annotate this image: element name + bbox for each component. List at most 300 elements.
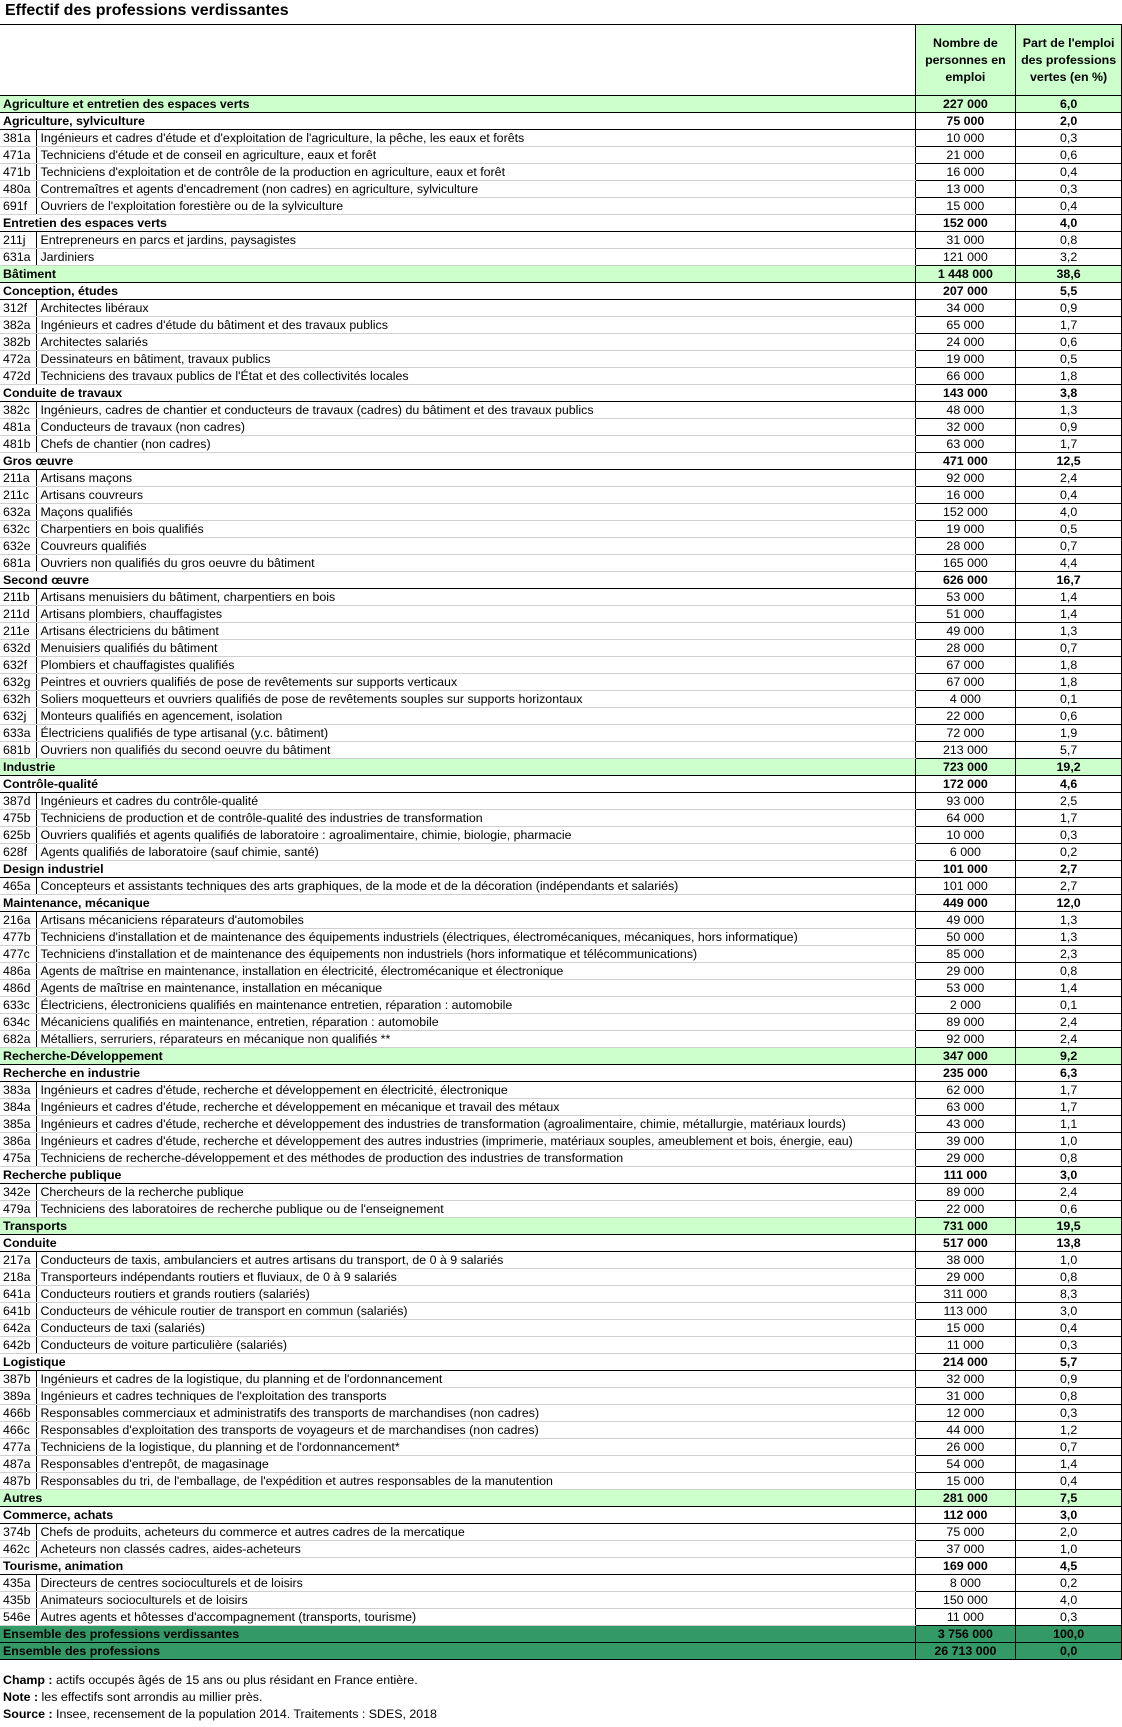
employment-count: 67 000 [915, 657, 1016, 674]
green-share-percent: 0,3 [1016, 1337, 1122, 1354]
employment-count: 19 000 [915, 521, 1016, 538]
employment-count: 517 000 [915, 1235, 1016, 1252]
table-row [0, 487, 1122, 504]
table-row [0, 1422, 1122, 1439]
employment-count: 101 000 [915, 861, 1016, 878]
profession-code: 211a [0, 470, 37, 487]
profession-label: Conducteurs de voiture particulière (salariés) [37, 1337, 915, 1354]
employment-count: 11 000 [915, 1609, 1016, 1626]
table-row [0, 419, 1122, 436]
subsector-label: Contrôle-qualité [0, 776, 915, 793]
profession-label: Ingénieurs et cadres d'étude, recherche et développement en mécanique et travail des métaux [37, 1099, 915, 1116]
green-share-percent: 0,6 [1016, 334, 1122, 351]
table-row [0, 351, 1122, 368]
employment-count: 92 000 [915, 1031, 1016, 1048]
employment-count: 31 000 [915, 1388, 1016, 1405]
profession-code: 486d [0, 980, 37, 997]
profession-label: Architectes salariés [37, 334, 915, 351]
table-row [0, 402, 1122, 419]
table-row [0, 181, 1122, 198]
green-share-percent: 0,8 [1016, 232, 1122, 249]
table-row [0, 555, 1122, 572]
profession-label: Ingénieurs et cadres d'étude, recherche et développement des autres industries (imprimerie, matériaux souples, ameublement et bois, énergie, eau) [37, 1133, 915, 1150]
green-share-percent: 4,6 [1016, 776, 1122, 793]
profession-label: Monteurs qualifiés en agencement, isolation [37, 708, 915, 725]
employment-count: 34 000 [915, 300, 1016, 317]
table-row [0, 1541, 1122, 1558]
employment-count: 15 000 [915, 1320, 1016, 1337]
profession-label: Chefs de produits, acheteurs du commerce et autres cadres de la mercatique [37, 1524, 915, 1541]
table-row [0, 504, 1122, 521]
sector-label: Industrie [0, 759, 915, 776]
subsector-label: Conception, études [0, 283, 915, 300]
profession-code: 382c [0, 402, 37, 419]
profession-code: 633a [0, 725, 37, 742]
header-spacer [37, 25, 915, 96]
profession-code: 211j [0, 232, 37, 249]
employment-count: 449 000 [915, 895, 1016, 912]
profession-label: Responsables du tri, de l'emballage, de l'expédition et autres responsables de la manutention [37, 1473, 915, 1490]
green-share-percent: 6,0 [1016, 96, 1122, 113]
profession-code: 691f [0, 198, 37, 215]
employment-count: 213 000 [915, 742, 1016, 759]
green-share-percent: 19,5 [1016, 1218, 1122, 1235]
green-share-percent: 0,2 [1016, 844, 1122, 861]
table-row [0, 232, 1122, 249]
green-share-percent: 1,8 [1016, 674, 1122, 691]
green-share-percent: 0,4 [1016, 487, 1122, 504]
green-share-percent: 0,0 [1016, 1643, 1122, 1660]
profession-code: 546e [0, 1609, 37, 1626]
subsector-row [0, 776, 1122, 793]
profession-label: Charpentiers en bois qualifiés [37, 521, 915, 538]
profession-label: Artisans électriciens du bâtiment [37, 623, 915, 640]
profession-label: Conducteurs de travaux (non cadres) [37, 419, 915, 436]
employment-count: 32 000 [915, 419, 1016, 436]
table-row [0, 691, 1122, 708]
subsector-row [0, 1065, 1122, 1082]
profession-code: 462c [0, 1541, 37, 1558]
employment-count: 101 000 [915, 878, 1016, 895]
table-row [0, 317, 1122, 334]
employment-count: 28 000 [915, 640, 1016, 657]
professions-table [0, 24, 1122, 1660]
green-share-percent: 1,0 [1016, 1541, 1122, 1558]
green-share-percent: 0,4 [1016, 198, 1122, 215]
employment-count: 13 000 [915, 181, 1016, 198]
profession-label: Ouvriers non qualifiés du second oeuvre du bâtiment [37, 742, 915, 759]
sector-label: Recherche-Développement [0, 1048, 915, 1065]
subsector-row [0, 1507, 1122, 1524]
profession-code: 486a [0, 963, 37, 980]
profession-code: 475a [0, 1150, 37, 1167]
profession-code: 218a [0, 1269, 37, 1286]
table-row [0, 793, 1122, 810]
green-share-percent: 16,7 [1016, 572, 1122, 589]
green-share-percent: 0,9 [1016, 1371, 1122, 1388]
profession-code: 487a [0, 1456, 37, 1473]
employment-count: 50 000 [915, 929, 1016, 946]
profession-label: Ouvriers non qualifiés du gros oeuvre du bâtiment [37, 555, 915, 572]
table-row [0, 1133, 1122, 1150]
green-share-percent: 3,8 [1016, 385, 1122, 402]
profession-code: 480a [0, 181, 37, 198]
green-share-percent: 5,7 [1016, 1354, 1122, 1371]
profession-label: Concepteurs et assistants techniques des arts graphiques, de la mode et de la décoration (indépendants et salariés) [37, 878, 915, 895]
employment-count: 65 000 [915, 317, 1016, 334]
employment-count: 53 000 [915, 589, 1016, 606]
employment-count: 16 000 [915, 164, 1016, 181]
profession-label: Acheteurs non classés cadres, aides-acheteurs [37, 1541, 915, 1558]
employment-count: 152 000 [915, 504, 1016, 521]
subsector-row [0, 1235, 1122, 1252]
header-share: Part de l'emploi des professions vertes (en %) [1016, 25, 1122, 96]
green-share-percent: 1,7 [1016, 1099, 1122, 1116]
employment-count: 89 000 [915, 1184, 1016, 1201]
profession-code: 466b [0, 1405, 37, 1422]
table-row [0, 1524, 1122, 1541]
green-share-percent: 0,6 [1016, 147, 1122, 164]
subsector-row [0, 861, 1122, 878]
table-row [0, 1201, 1122, 1218]
total-row [0, 1643, 1122, 1660]
employment-count: 1 448 000 [915, 266, 1016, 283]
profession-label: Chercheurs de la recherche publique [37, 1184, 915, 1201]
subsector-row [0, 113, 1122, 130]
employment-count: 214 000 [915, 1354, 1016, 1371]
note-key: Note : [3, 1690, 39, 1704]
green-share-percent: 1,8 [1016, 368, 1122, 385]
green-share-percent: 100,0 [1016, 1626, 1122, 1643]
profession-label: Responsables commerciaux et administratifs des transports de marchandises (non cadres) [37, 1405, 915, 1422]
profession-label: Chefs de chantier (non cadres) [37, 436, 915, 453]
table-row [0, 1320, 1122, 1337]
profession-code: 634c [0, 1014, 37, 1031]
profession-label: Peintres et ouvriers qualifiés de pose de revêtements sur supports verticaux [37, 674, 915, 691]
profession-code: 632f [0, 657, 37, 674]
green-share-percent: 2,5 [1016, 793, 1122, 810]
green-share-percent: 1,4 [1016, 606, 1122, 623]
note-text: actifs occupés âgés de 15 ans ou plus résidant en France entière. [52, 1673, 418, 1687]
green-share-percent: 4,0 [1016, 504, 1122, 521]
table-row [0, 589, 1122, 606]
employment-count: 29 000 [915, 1269, 1016, 1286]
green-share-percent: 1,0 [1016, 1133, 1122, 1150]
profession-code: 475b [0, 810, 37, 827]
profession-label: Électriciens qualifiés de type artisanal (y.c. bâtiment) [37, 725, 915, 742]
profession-label: Techniciens des laboratoires de recherche publique ou de l'enseignement [37, 1201, 915, 1218]
table-row [0, 1252, 1122, 1269]
green-share-percent: 1,0 [1016, 1252, 1122, 1269]
profession-label: Plombiers et chauffagistes qualifiés [37, 657, 915, 674]
subsector-label: Commerce, achats [0, 1507, 915, 1524]
table-row [0, 164, 1122, 181]
subsector-row [0, 283, 1122, 300]
green-share-percent: 0,5 [1016, 351, 1122, 368]
green-share-percent: 0,3 [1016, 181, 1122, 198]
profession-label: Artisans mécaniciens réparateurs d'automobiles [37, 912, 915, 929]
profession-code: 387b [0, 1371, 37, 1388]
profession-label: Ingénieurs et cadres du contrôle-qualité [37, 793, 915, 810]
table-row [0, 997, 1122, 1014]
green-share-percent: 1,1 [1016, 1116, 1122, 1133]
sector-row [0, 266, 1122, 283]
employment-count: 15 000 [915, 1473, 1016, 1490]
table-row [0, 1269, 1122, 1286]
profession-label: Entrepreneurs en parcs et jardins, paysagistes [37, 232, 915, 249]
employment-count: 3 756 000 [915, 1626, 1016, 1643]
subsector-row [0, 572, 1122, 589]
profession-code: 632g [0, 674, 37, 691]
subsector-row [0, 385, 1122, 402]
green-share-percent: 1,3 [1016, 402, 1122, 419]
employment-count: 10 000 [915, 827, 1016, 844]
employment-count: 85 000 [915, 946, 1016, 963]
subsector-label: Second œuvre [0, 572, 915, 589]
employment-count: 62 000 [915, 1082, 1016, 1099]
green-share-percent: 0,8 [1016, 1388, 1122, 1405]
green-share-percent: 1,3 [1016, 912, 1122, 929]
profession-label: Transporteurs indépendants routiers et fluviaux, de 0 à 9 salariés [37, 1269, 915, 1286]
profession-label: Agents qualifiés de laboratoire (sauf chimie, santé) [37, 844, 915, 861]
profession-label: Agents de maîtrise en maintenance, installation en électricité, électromécanique et électronique [37, 963, 915, 980]
profession-label: Menuisiers qualifiés du bâtiment [37, 640, 915, 657]
sector-row [0, 1218, 1122, 1235]
employment-count: 4 000 [915, 691, 1016, 708]
profession-code: 386a [0, 1133, 37, 1150]
table-row [0, 538, 1122, 555]
employment-count: 723 000 [915, 759, 1016, 776]
profession-code: 641a [0, 1286, 37, 1303]
green-share-percent: 3,0 [1016, 1303, 1122, 1320]
profession-label: Jardiniers [37, 249, 915, 266]
employment-count: 311 000 [915, 1286, 1016, 1303]
profession-label: Techniciens d'exploitation et de contrôle de la production en agriculture, eaux et forêt [37, 164, 915, 181]
profession-code: 632h [0, 691, 37, 708]
employment-count: 54 000 [915, 1456, 1016, 1473]
profession-code: 479a [0, 1201, 37, 1218]
subsector-label: Logistique [0, 1354, 915, 1371]
profession-code: 471a [0, 147, 37, 164]
employment-count: 19 000 [915, 351, 1016, 368]
profession-code: 217a [0, 1252, 37, 1269]
profession-code: 681a [0, 555, 37, 572]
table-row [0, 912, 1122, 929]
profession-label: Techniciens d'installation et de maintenance des équipements industriels (électriques, électromécaniques, mécaniques, hors informatique) [37, 929, 915, 946]
profession-label: Artisans plombiers, chauffagistes [37, 606, 915, 623]
table-row [0, 1031, 1122, 1048]
employment-count: 12 000 [915, 1405, 1016, 1422]
profession-code: 633c [0, 997, 37, 1014]
sector-label: Autres [0, 1490, 915, 1507]
table-row [0, 1405, 1122, 1422]
green-share-percent: 4,5 [1016, 1558, 1122, 1575]
profession-code: 472d [0, 368, 37, 385]
profession-code: 389a [0, 1388, 37, 1405]
green-share-percent: 0,1 [1016, 691, 1122, 708]
green-share-percent: 2,3 [1016, 946, 1122, 963]
employment-count: 165 000 [915, 555, 1016, 572]
employment-count: 235 000 [915, 1065, 1016, 1082]
profession-label: Animateurs socioculturels et de loisirs [37, 1592, 915, 1609]
profession-label: Artisans couvreurs [37, 487, 915, 504]
employment-count: 10 000 [915, 130, 1016, 147]
employment-count: 111 000 [915, 1167, 1016, 1184]
table-row [0, 1150, 1122, 1167]
note-text: les effectifs sont arrondis au millier près. [38, 1690, 263, 1704]
table-row [0, 674, 1122, 691]
subsector-label: Entretien des espaces verts [0, 215, 915, 232]
table-row [0, 521, 1122, 538]
green-share-percent: 0,3 [1016, 1609, 1122, 1626]
profession-code: 211b [0, 589, 37, 606]
profession-code: 632d [0, 640, 37, 657]
table-row [0, 300, 1122, 317]
table-row [0, 436, 1122, 453]
green-share-percent: 2,4 [1016, 1184, 1122, 1201]
table-row [0, 708, 1122, 725]
profession-label: Techniciens de recherche-développement et des méthodes de production des industries de transformation [37, 1150, 915, 1167]
table-row [0, 1303, 1122, 1320]
employment-count: 28 000 [915, 538, 1016, 555]
sector-row [0, 1490, 1122, 1507]
green-share-percent: 3,0 [1016, 1507, 1122, 1524]
profession-code: 385a [0, 1116, 37, 1133]
green-share-percent: 2,0 [1016, 1524, 1122, 1541]
table-row [0, 929, 1122, 946]
profession-code: 216a [0, 912, 37, 929]
subsector-label: Design industriel [0, 861, 915, 878]
notes [3, 1672, 437, 1723]
table-row [0, 725, 1122, 742]
total-label: Ensemble des professions verdissantes [0, 1626, 915, 1643]
table-row [0, 130, 1122, 147]
subsector-label: Recherche publique [0, 1167, 915, 1184]
table-body [0, 25, 1122, 1660]
green-share-percent: 0,2 [1016, 1575, 1122, 1592]
profession-code: 435b [0, 1592, 37, 1609]
profession-code: 681b [0, 742, 37, 759]
green-share-percent: 0,6 [1016, 708, 1122, 725]
table-row [0, 334, 1122, 351]
green-share-percent: 3,0 [1016, 1167, 1122, 1184]
profession-label: Ouvriers qualifiés et agents qualifiés de laboratoire : agroalimentaire, chimie, biologie, pharmacie [37, 827, 915, 844]
green-share-percent: 6,3 [1016, 1065, 1122, 1082]
profession-code: 374b [0, 1524, 37, 1541]
employment-count: 44 000 [915, 1422, 1016, 1439]
profession-code: 211c [0, 487, 37, 504]
profession-label: Conducteurs de véhicule routier de transport en commun (salariés) [37, 1303, 915, 1320]
table-row [0, 368, 1122, 385]
subsector-label: Recherche en industrie [0, 1065, 915, 1082]
green-share-percent: 0,4 [1016, 1320, 1122, 1337]
subsector-label: Conduite de travaux [0, 385, 915, 402]
profession-code: 383a [0, 1082, 37, 1099]
employment-count: 2 000 [915, 997, 1016, 1014]
employment-count: 626 000 [915, 572, 1016, 589]
green-share-percent: 1,7 [1016, 436, 1122, 453]
profession-label: Conducteurs de taxi (salariés) [37, 1320, 915, 1337]
employment-count: 67 000 [915, 674, 1016, 691]
subsector-row [0, 1354, 1122, 1371]
green-share-percent: 2,4 [1016, 1031, 1122, 1048]
employment-count: 49 000 [915, 912, 1016, 929]
profession-label: Conducteurs routiers et grands routiers (salariés) [37, 1286, 915, 1303]
profession-code: 211d [0, 606, 37, 623]
employment-count: 29 000 [915, 1150, 1016, 1167]
profession-label: Ingénieurs et cadres d'étude, recherche et développement des industries de transformation (agroalimentaire, chimie, métallurgie, matériaux lourds) [37, 1116, 915, 1133]
employment-count: 112 000 [915, 1507, 1016, 1524]
table-header-row [0, 25, 1122, 96]
profession-label: Architectes libéraux [37, 300, 915, 317]
employment-count: 281 000 [915, 1490, 1016, 1507]
profession-label: Conducteurs de taxis, ambulanciers et autres artisans du transport, de 0 à 9 salariés [37, 1252, 915, 1269]
green-share-percent: 0,8 [1016, 1150, 1122, 1167]
subsector-label: Agriculture, sylviculture [0, 113, 915, 130]
green-share-percent: 2,0 [1016, 113, 1122, 130]
employment-count: 66 000 [915, 368, 1016, 385]
profession-label: Ingénieurs et cadres techniques de l'exploitation des transports [37, 1388, 915, 1405]
table-row [0, 1371, 1122, 1388]
profession-code: 632e [0, 538, 37, 555]
green-share-percent: 4,0 [1016, 1592, 1122, 1609]
employment-count: 347 000 [915, 1048, 1016, 1065]
green-share-percent: 0,3 [1016, 1405, 1122, 1422]
profession-code: 435a [0, 1575, 37, 1592]
subsector-row [0, 1558, 1122, 1575]
employment-count: 48 000 [915, 402, 1016, 419]
page-title: Effectif des professions verdissantes [5, 2, 289, 19]
profession-label: Ingénieurs, cadres de chantier et conducteurs de travaux (cadres) du bâtiment et des travaux publics [37, 402, 915, 419]
table-row [0, 1184, 1122, 1201]
green-share-percent: 1,3 [1016, 623, 1122, 640]
green-share-percent: 1,7 [1016, 1082, 1122, 1099]
green-share-percent: 0,7 [1016, 538, 1122, 555]
green-share-percent: 0,3 [1016, 827, 1122, 844]
employment-count: 75 000 [915, 1524, 1016, 1541]
profession-label: Mécaniciens qualifiés en maintenance, entretien, réparation : automobile [37, 1014, 915, 1031]
profession-code: 487b [0, 1473, 37, 1490]
profession-code: 632a [0, 504, 37, 521]
profession-label: Responsables d'entrepôt, de magasinage [37, 1456, 915, 1473]
employment-count: 93 000 [915, 793, 1016, 810]
table-row [0, 1286, 1122, 1303]
profession-label: Responsables d'exploitation des transports de voyageurs et de marchandises (non cadres) [37, 1422, 915, 1439]
table-row [0, 946, 1122, 963]
total-row [0, 1626, 1122, 1643]
green-share-percent: 2,4 [1016, 1014, 1122, 1031]
note-line [3, 1672, 437, 1689]
note-key: Source : [3, 1707, 53, 1721]
subsector-row [0, 215, 1122, 232]
employment-count: 22 000 [915, 708, 1016, 725]
sector-label: Bâtiment [0, 266, 915, 283]
green-share-percent: 1,8 [1016, 657, 1122, 674]
employment-count: 169 000 [915, 1558, 1016, 1575]
table-row [0, 1014, 1122, 1031]
profession-code: 625b [0, 827, 37, 844]
table-row [0, 606, 1122, 623]
green-share-percent: 2,7 [1016, 861, 1122, 878]
note-text: Insee, recensement de la population 2014. Traitements : SDES, 2018 [52, 1707, 437, 1721]
subsector-label: Maintenance, mécanique [0, 895, 915, 912]
table-row [0, 1439, 1122, 1456]
table-row [0, 1473, 1122, 1490]
subsector-row [0, 453, 1122, 470]
green-share-percent: 19,2 [1016, 759, 1122, 776]
table-row [0, 1575, 1122, 1592]
employment-count: 11 000 [915, 1337, 1016, 1354]
